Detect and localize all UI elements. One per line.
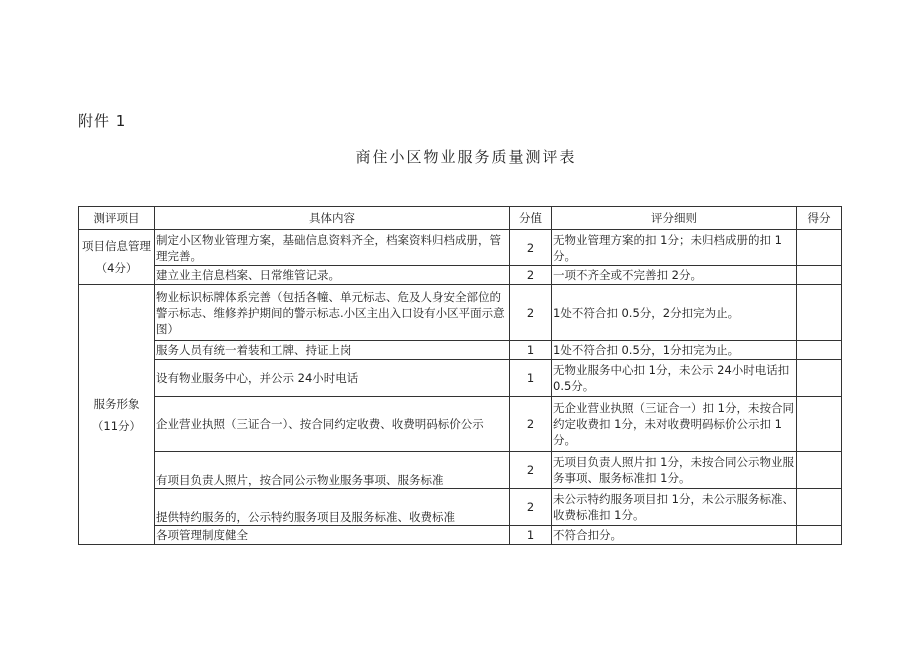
- result-cell[interactable]: [797, 397, 842, 452]
- document-title: 商住小区物业服务质量测评表: [355, 148, 577, 166]
- group-service-image: [79, 285, 155, 545]
- table-row: [79, 285, 842, 341]
- score-cell: 1: [510, 360, 552, 397]
- content-cell: 物业标识标牌体系完善（包括各幢、单元标志、危及人身安全部位的警示标志、维修养护期间的警示标志.小区主出入口设有小区平面示意图）: [155, 285, 510, 341]
- score-cell: 1: [510, 526, 552, 545]
- content-cell: 建立业主信息档案、日常维管记录。: [155, 266, 510, 285]
- group-name: 服务形象: [93, 396, 140, 411]
- result-cell[interactable]: [797, 341, 842, 360]
- result-cell[interactable]: [797, 266, 842, 285]
- table-row: [79, 266, 842, 285]
- table-row: [79, 397, 842, 452]
- score-cell: 2: [510, 397, 552, 452]
- content-cell: 提供特约服务的，公示特约服务项目及服务标准、收费标准: [155, 489, 510, 526]
- table-row: [79, 341, 842, 360]
- table-row: [79, 230, 842, 266]
- rule-cell: 未公示特约服务项目扣 1分，未公示服务标准、收费标准扣 1分。: [552, 489, 797, 526]
- table-row: [79, 526, 842, 545]
- evaluation-table: [78, 206, 842, 545]
- content-cell: 企业营业执照（三证合一）、按合同约定收费、收费明码标价公示: [155, 397, 510, 452]
- group-info-management: [79, 230, 155, 285]
- header-result: 得分: [797, 207, 842, 230]
- header-item: 测评项目: [79, 207, 155, 230]
- group-points: （11分）: [91, 418, 142, 433]
- group-name: 项目信息管理: [82, 239, 151, 253]
- table-row: [79, 360, 842, 397]
- score-cell: 2: [510, 230, 552, 266]
- content-cell: 服务人员有统一着装和工牌、持证上岗: [155, 341, 510, 360]
- score-cell: 1: [510, 341, 552, 360]
- content-cell: 制定小区物业管理方案，基础信息资料齐全，档案资料归档成册，管理完善。: [155, 230, 510, 266]
- rule-cell: 无物业服务中心扣 1分，未公示 24小时电话扣 0.5分。: [552, 360, 797, 397]
- result-cell[interactable]: [797, 360, 842, 397]
- rule-cell: 不符合扣分。: [552, 526, 797, 545]
- score-cell: 2: [510, 285, 552, 341]
- group-points: （4分）: [95, 261, 138, 275]
- content-cell: 有项目负责人照片，按合同公示物业服务事项、服务标准: [155, 452, 510, 489]
- rule-cell: 1处不符合扣 0.5分，2分扣完为止。: [552, 285, 797, 341]
- result-cell[interactable]: [797, 285, 842, 341]
- rule-cell: 1处不符合扣 0.5分，1分扣完为止。: [552, 341, 797, 360]
- table-row: [79, 452, 842, 489]
- result-cell[interactable]: [797, 230, 842, 266]
- rule-cell: 无项目负责人照片扣 1分，未按合同公示物业服务事项、服务标准扣 1分。: [552, 452, 797, 489]
- rule-cell: 无物业管理方案的扣 1分；未归档成册的扣 1分。: [552, 230, 797, 266]
- header-rules: 评分细则: [552, 207, 797, 230]
- attachment-label: 附件 1: [78, 112, 127, 130]
- result-cell[interactable]: [797, 489, 842, 526]
- score-cell: 2: [510, 452, 552, 489]
- score-cell: 2: [510, 489, 552, 526]
- table-header-row: [79, 207, 842, 230]
- rule-cell: 无企业营业执照（三证合一）扣 1分，未按合同约定收费扣 1分，未对收费明码标价公示扣 1分。: [552, 397, 797, 452]
- header-score: 分值: [510, 207, 552, 230]
- score-cell: 2: [510, 266, 552, 285]
- rule-cell: 一项不齐全或不完善扣 2分。: [552, 266, 797, 285]
- result-cell[interactable]: [797, 452, 842, 489]
- content-cell: 各项管理制度健全: [155, 526, 510, 545]
- content-cell: 设有物业服务中心，并公示 24小时电话: [155, 360, 510, 397]
- result-cell[interactable]: [797, 526, 842, 545]
- header-content: 具体内容: [155, 207, 510, 230]
- table-row: [79, 489, 842, 526]
